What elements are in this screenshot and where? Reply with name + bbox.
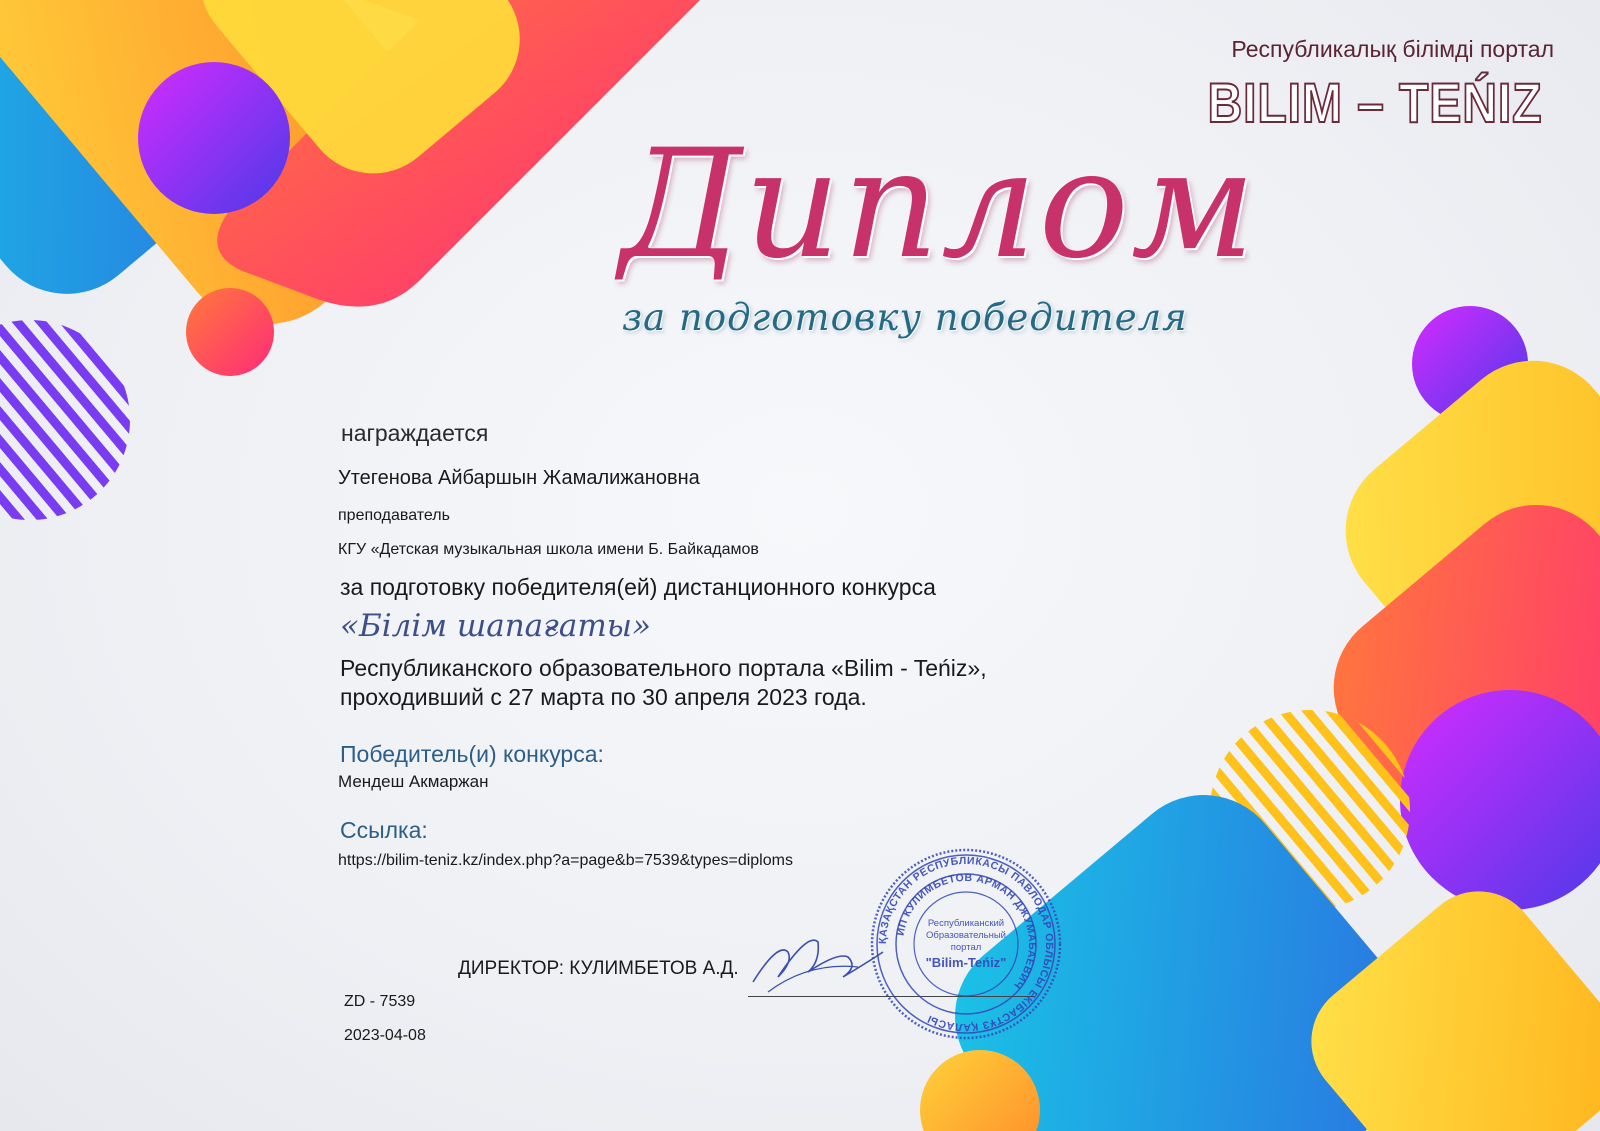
stamp-center-line-3: портал: [950, 942, 982, 953]
winners-label: Победитель(и) конкурса:: [340, 741, 604, 767]
director-signature: [748, 922, 888, 1002]
recipient-organization: КГУ «Детская музыкальная школа имени Б. Байкадамов: [338, 541, 759, 558]
contest-name: «Білім шапағаты»: [340, 608, 651, 644]
portal-caption: Республикалық білімді портал: [1231, 36, 1554, 62]
diploma-subtitle: за подготовку победителя: [622, 296, 1188, 339]
award-reason: за подготовку победителя(ей) дистанционного конкурса: [340, 574, 936, 600]
recipient-position: преподаватель: [338, 507, 450, 524]
stamp-center-line-4: "Bilim-Teńiz": [925, 955, 1007, 970]
brand-logo-text: BILIM – TEŃIZ: [1207, 71, 1542, 134]
stamp-ring-text: ҚАЗАҚСТАН РЕСПУБЛИКАСЫ ПАВЛОДАР ОБЛЫСЫ ЕКІБАСТҰЗ ҚАЛАСЫ: [876, 854, 1056, 1034]
portal-line-2: проходивший с 27 марта по 30 апреля 2023 года.: [340, 684, 867, 710]
awarded-label: награждается: [341, 420, 489, 446]
stamp-center-line-2: Образовательный: [926, 930, 1006, 941]
recipient-name: Утегенова Айбаршын Жамалижановна: [338, 467, 700, 489]
diploma-link[interactable]: https://bilim-teniz.kz/index.php?a=page&b=7539&types=diploms: [338, 852, 793, 869]
stamp-inner-text: ИП КУЛИМБЕТОВ АРМАН ДЖУМАБАЕВИЧ: [894, 871, 1039, 992]
portal-line-1: Республиканского образовательного портала «Bilim - Teńiz»,: [340, 655, 987, 681]
document-id: ZD - 7539: [344, 993, 416, 1010]
stamp-center-line-1: Республиканский: [927, 918, 1005, 929]
director-signature-label: ДИРЕКТОР: КУЛИМБЕТОВ А.Д.: [458, 958, 739, 979]
link-label: Ссылка:: [340, 817, 428, 843]
official-stamp: [868, 846, 1064, 1042]
diploma-title: Диплом: [620, 118, 1258, 292]
winner-name: Мендеш Акмаржан: [338, 772, 489, 791]
issue-date: 2023-04-08: [344, 1027, 426, 1044]
